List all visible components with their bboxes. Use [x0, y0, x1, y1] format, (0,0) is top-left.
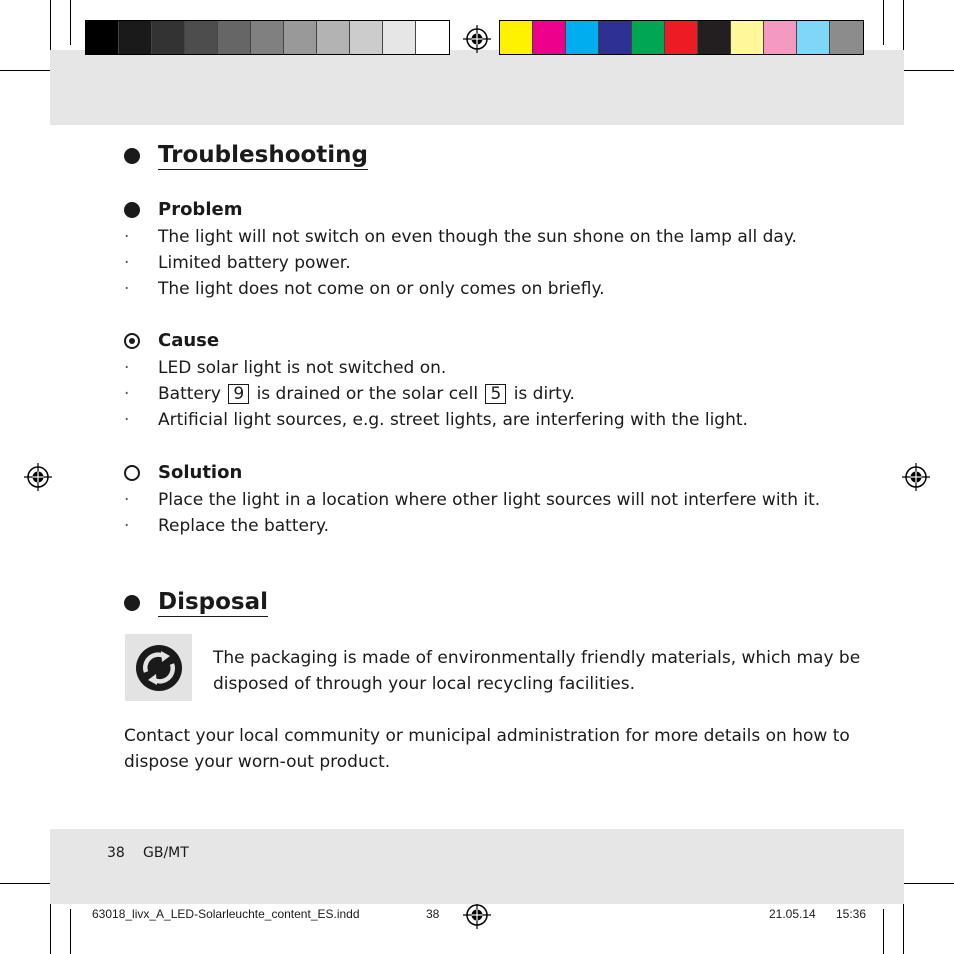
registration-mark-icon [902, 463, 930, 491]
locale-label: GB/MT [143, 845, 189, 861]
crop-mark [70, 909, 71, 954]
crop-mark [0, 883, 50, 884]
color-swatch [764, 21, 797, 54]
bullet-dot-icon [124, 595, 140, 611]
cause-item: · Artificial light sources, e.g. street lights, are interfering with the light. [124, 410, 748, 430]
footer-band [50, 829, 904, 904]
crop-mark [903, 0, 904, 50]
color-swatch [632, 21, 665, 54]
color-swatch [86, 21, 119, 54]
color-swatch [383, 21, 416, 54]
problem-item: · Limited battery power. [124, 253, 351, 273]
registration-mark-icon [24, 463, 52, 491]
color-swatch [284, 21, 317, 54]
disposal-title: Disposal [158, 589, 269, 615]
solution-heading [124, 462, 242, 483]
color-swatch [698, 21, 731, 54]
color-swatch [119, 21, 152, 54]
color-swatch [533, 21, 566, 54]
slug-time: 15:36 [836, 907, 867, 921]
color-swatch [665, 21, 698, 54]
process-color-bar [499, 20, 864, 55]
crop-mark [70, 0, 71, 45]
crop-mark [50, 0, 51, 50]
troubleshooting-heading [124, 142, 368, 170]
color-swatch [830, 21, 863, 54]
problem-label: Problem [158, 199, 243, 220]
header-band [50, 50, 904, 125]
bullet-dot-icon [124, 148, 140, 164]
solution-ring-icon [124, 465, 140, 481]
green-dot-recycling-icon [134, 643, 184, 693]
part-reference-badge: 5 [485, 384, 506, 404]
crop-mark [904, 883, 954, 884]
color-swatch [152, 21, 185, 54]
cause-target-circle-icon [124, 333, 140, 349]
registration-mark-icon [463, 25, 491, 53]
crop-mark [903, 904, 904, 954]
solution-item: · Place the light in a location where other light sources will not interfere with it. [124, 490, 821, 510]
problem-item: · The light does not come on or only comes on briefly. [124, 279, 605, 299]
crop-mark [0, 70, 50, 71]
cause-item: · Battery 9 is drained or the solar cell 5 is dirty. [124, 384, 575, 404]
contact-text: Contact your local community or municipal administration for more details on how to dispose your worn-out product. [124, 726, 850, 772]
color-swatch [599, 21, 632, 54]
color-swatch [500, 21, 533, 54]
slug-filename: 63018_livx_A_LED-Solarleuchte_content_ES.indd [92, 907, 360, 921]
solution-item: · Replace the battery. [124, 516, 329, 536]
gray-color-bar [85, 20, 450, 55]
crop-mark [904, 70, 954, 71]
color-swatch [566, 21, 599, 54]
packaging-text: The packaging is made of environmentally friendly materials, which may be disposed of through your local recycling facilities. [213, 648, 861, 694]
recycling-logo [125, 634, 192, 701]
color-swatch [251, 21, 284, 54]
color-swatch [350, 21, 383, 54]
color-swatch [416, 21, 449, 54]
troubleshooting-title: Troubleshooting [158, 142, 369, 168]
cause-label: Cause [158, 330, 220, 351]
cause-heading [124, 330, 219, 351]
part-reference-badge: 9 [228, 384, 249, 404]
crop-mark [50, 904, 51, 954]
problem-item: · The light will not switch on even though the sun shone on the lamp all day. [124, 227, 797, 247]
crop-mark [883, 0, 884, 45]
color-swatch [797, 21, 830, 54]
color-swatch [185, 21, 218, 54]
crop-mark [883, 909, 884, 954]
solution-label: Solution [158, 462, 243, 483]
registration-mark-icon [463, 901, 491, 929]
problem-filled-circle-icon [124, 202, 140, 218]
disposal-heading [124, 589, 268, 617]
color-swatch [218, 21, 251, 54]
slug-page: 38 [426, 907, 440, 921]
color-swatch [731, 21, 764, 54]
color-swatch [317, 21, 350, 54]
problem-heading [124, 199, 242, 220]
cause-item: · LED solar light is not switched on. [124, 358, 447, 378]
page-number: 38 [107, 845, 125, 861]
slug-date: 21.05.14 [769, 907, 816, 921]
